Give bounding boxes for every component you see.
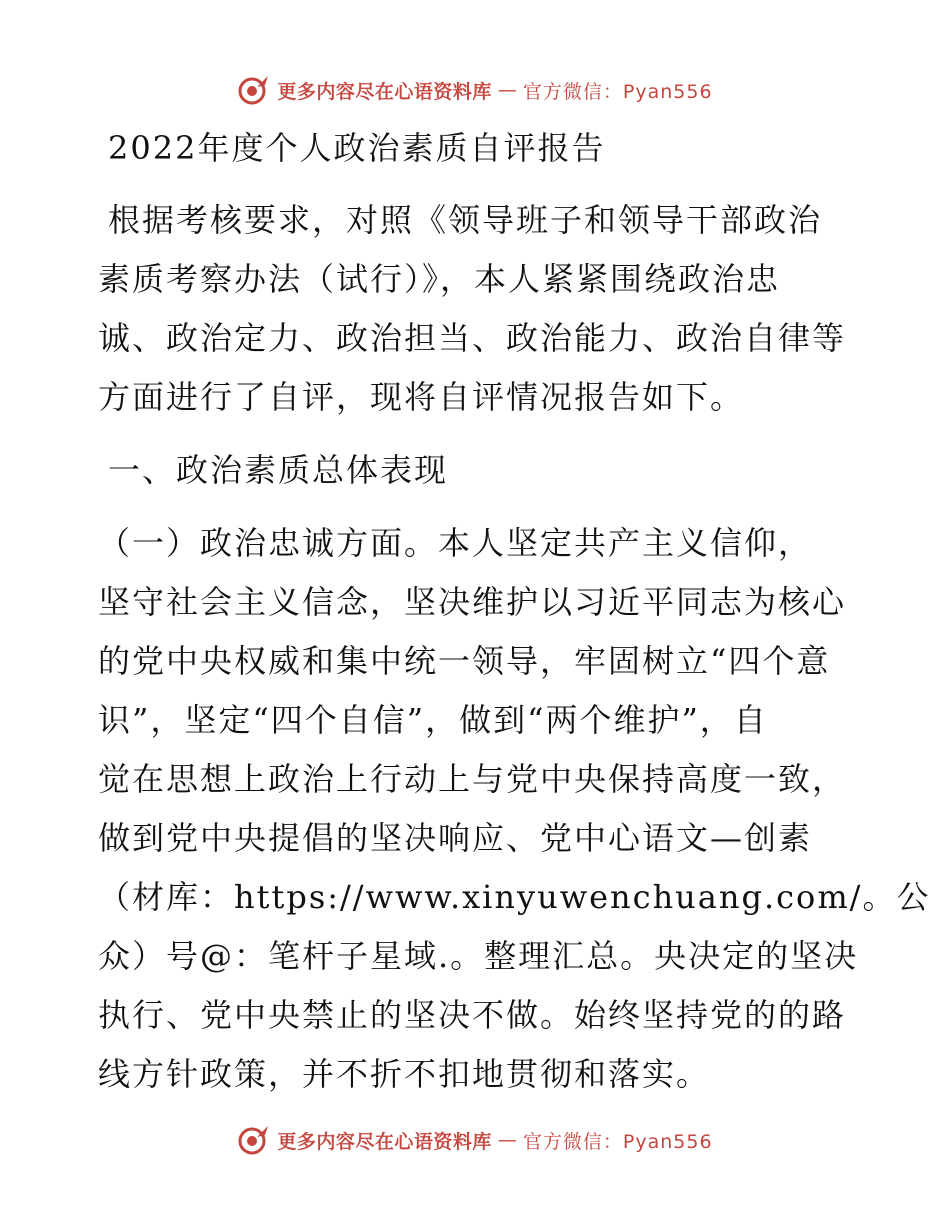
- footer-banner: [0, 1122, 950, 1158]
- banner-text: 更多内容尽在心语资料库: [277, 80, 492, 103]
- subsection-line-10: 线方针政策，并不折不扣地贯彻和落实。: [98, 1055, 711, 1093]
- intro-line-2: 素质考察办法（试行）》，本人紧紧围绕政治忠: [98, 260, 781, 298]
- banner-contact: 官方微信：Pyan556: [522, 1130, 713, 1153]
- header-banner: [0, 72, 950, 108]
- intro-line-4: 方面进行了自评，现将自评情况报告如下。: [98, 378, 745, 416]
- subsection-line-7: （材库：https://www.xinyuwenchuang.com/。公: [98, 878, 931, 916]
- subsection-line-2: 坚守社会主义信念，坚决维护以习近平同志为核心: [98, 583, 847, 621]
- document-title: 2022年度个人政治素质自评报告: [108, 129, 606, 167]
- subsection-line-1: （一）政治忠诚方面。本人坚定共产主义信仰，: [98, 524, 813, 562]
- quill-logo-icon: [237, 73, 271, 107]
- subsection-line-9: 执行、党中央禁止的坚决不做。始终坚持党的的路: [98, 996, 847, 1034]
- intro-line-1: 根据考核要求，对照《领导班子和领导干部政治: [108, 201, 823, 239]
- section-heading: 一、政治素质总体表现: [108, 451, 449, 489]
- subsection-line-5: 觉在思想上政治上行动上与党中央保持高度一致，: [98, 760, 847, 798]
- banner-text: 更多内容尽在心语资料库: [277, 1130, 492, 1153]
- subsection-line-6: 做到党中央提倡的坚决响应、党中心语文—创素: [98, 819, 813, 857]
- subsection-line-4: 识”，坚定“四个自信”，做到“两个维护”，自: [98, 701, 768, 739]
- quill-logo-icon: [237, 1123, 271, 1157]
- banner-separator: —: [497, 1129, 517, 1151]
- subsection-line-3: 的党中央权威和集中统一领导，牢固树立“四个意: [98, 642, 831, 680]
- banner-separator: —: [497, 79, 517, 101]
- intro-line-3: 诚、政治定力、政治担当、政治能力、政治自律等: [98, 319, 847, 357]
- banner-contact: 官方微信：Pyan556: [522, 80, 713, 103]
- subsection-line-8: 众）号@：笔杆子星域.。整理汇总。央决定的坚决: [98, 937, 859, 975]
